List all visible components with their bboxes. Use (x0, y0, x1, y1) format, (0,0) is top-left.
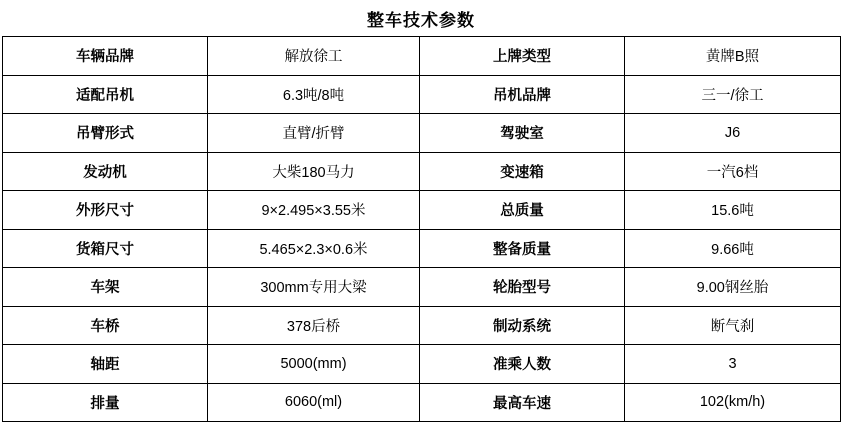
row-label: 轴距 (3, 345, 208, 384)
row-label: 吊臂形式 (3, 114, 208, 153)
table-row (3, 268, 841, 307)
document-title-row (0, 0, 842, 36)
row-label: 吊机品牌 (420, 75, 625, 114)
row-label: 总质量 (420, 191, 625, 230)
row-label: 驾驶室 (420, 114, 625, 153)
row-value: 5000(mm) (208, 345, 420, 384)
row-value: 三一/徐工 (625, 75, 841, 114)
table-row (3, 306, 841, 345)
row-label: 整备质量 (420, 229, 625, 268)
row-label: 轮胎型号 (420, 268, 625, 307)
spec-table (2, 36, 841, 422)
row-value: 9.66吨 (625, 229, 841, 268)
row-value: 黄牌B照 (625, 37, 841, 76)
row-value: 解放徐工 (208, 37, 420, 76)
row-value: 直臂/折臂 (208, 114, 420, 153)
table-row (3, 75, 841, 114)
row-label: 外形尺寸 (3, 191, 208, 230)
row-value: 5.465×2.3×0.6米 (208, 229, 420, 268)
table-row (3, 345, 841, 384)
row-label: 排量 (3, 383, 208, 422)
table-row (3, 229, 841, 268)
table-row (3, 191, 841, 230)
table-row (3, 383, 841, 422)
row-value: 6060(ml) (208, 383, 420, 422)
table-row (3, 152, 841, 191)
row-label: 变速箱 (420, 152, 625, 191)
row-value: 3 (625, 345, 841, 384)
table-row (3, 114, 841, 153)
row-value: 9×2.495×3.55米 (208, 191, 420, 230)
row-value: 102(km/h) (625, 383, 841, 422)
row-value: 6.3吨/8吨 (208, 75, 420, 114)
page-title: 整车技术参数 (367, 10, 475, 30)
row-label: 制动系统 (420, 306, 625, 345)
row-label: 发动机 (3, 152, 208, 191)
row-label: 上牌类型 (420, 37, 625, 76)
row-value: 大柴180马力 (208, 152, 420, 191)
row-value: 15.6吨 (625, 191, 841, 230)
row-label: 准乘人数 (420, 345, 625, 384)
row-value: 378后桥 (208, 306, 420, 345)
row-label: 车辆品牌 (3, 37, 208, 76)
row-label: 适配吊机 (3, 75, 208, 114)
spec-table-body (3, 37, 841, 422)
row-value: 断气刹 (625, 306, 841, 345)
row-label: 车架 (3, 268, 208, 307)
row-label: 车桥 (3, 306, 208, 345)
row-value: 300mm专用大梁 (208, 268, 420, 307)
table-row (3, 37, 841, 76)
row-value: J6 (625, 114, 841, 153)
row-label: 货箱尺寸 (3, 229, 208, 268)
row-value: 一汽6档 (625, 152, 841, 191)
row-label: 最高车速 (420, 383, 625, 422)
row-value: 9.00钢丝胎 (625, 268, 841, 307)
